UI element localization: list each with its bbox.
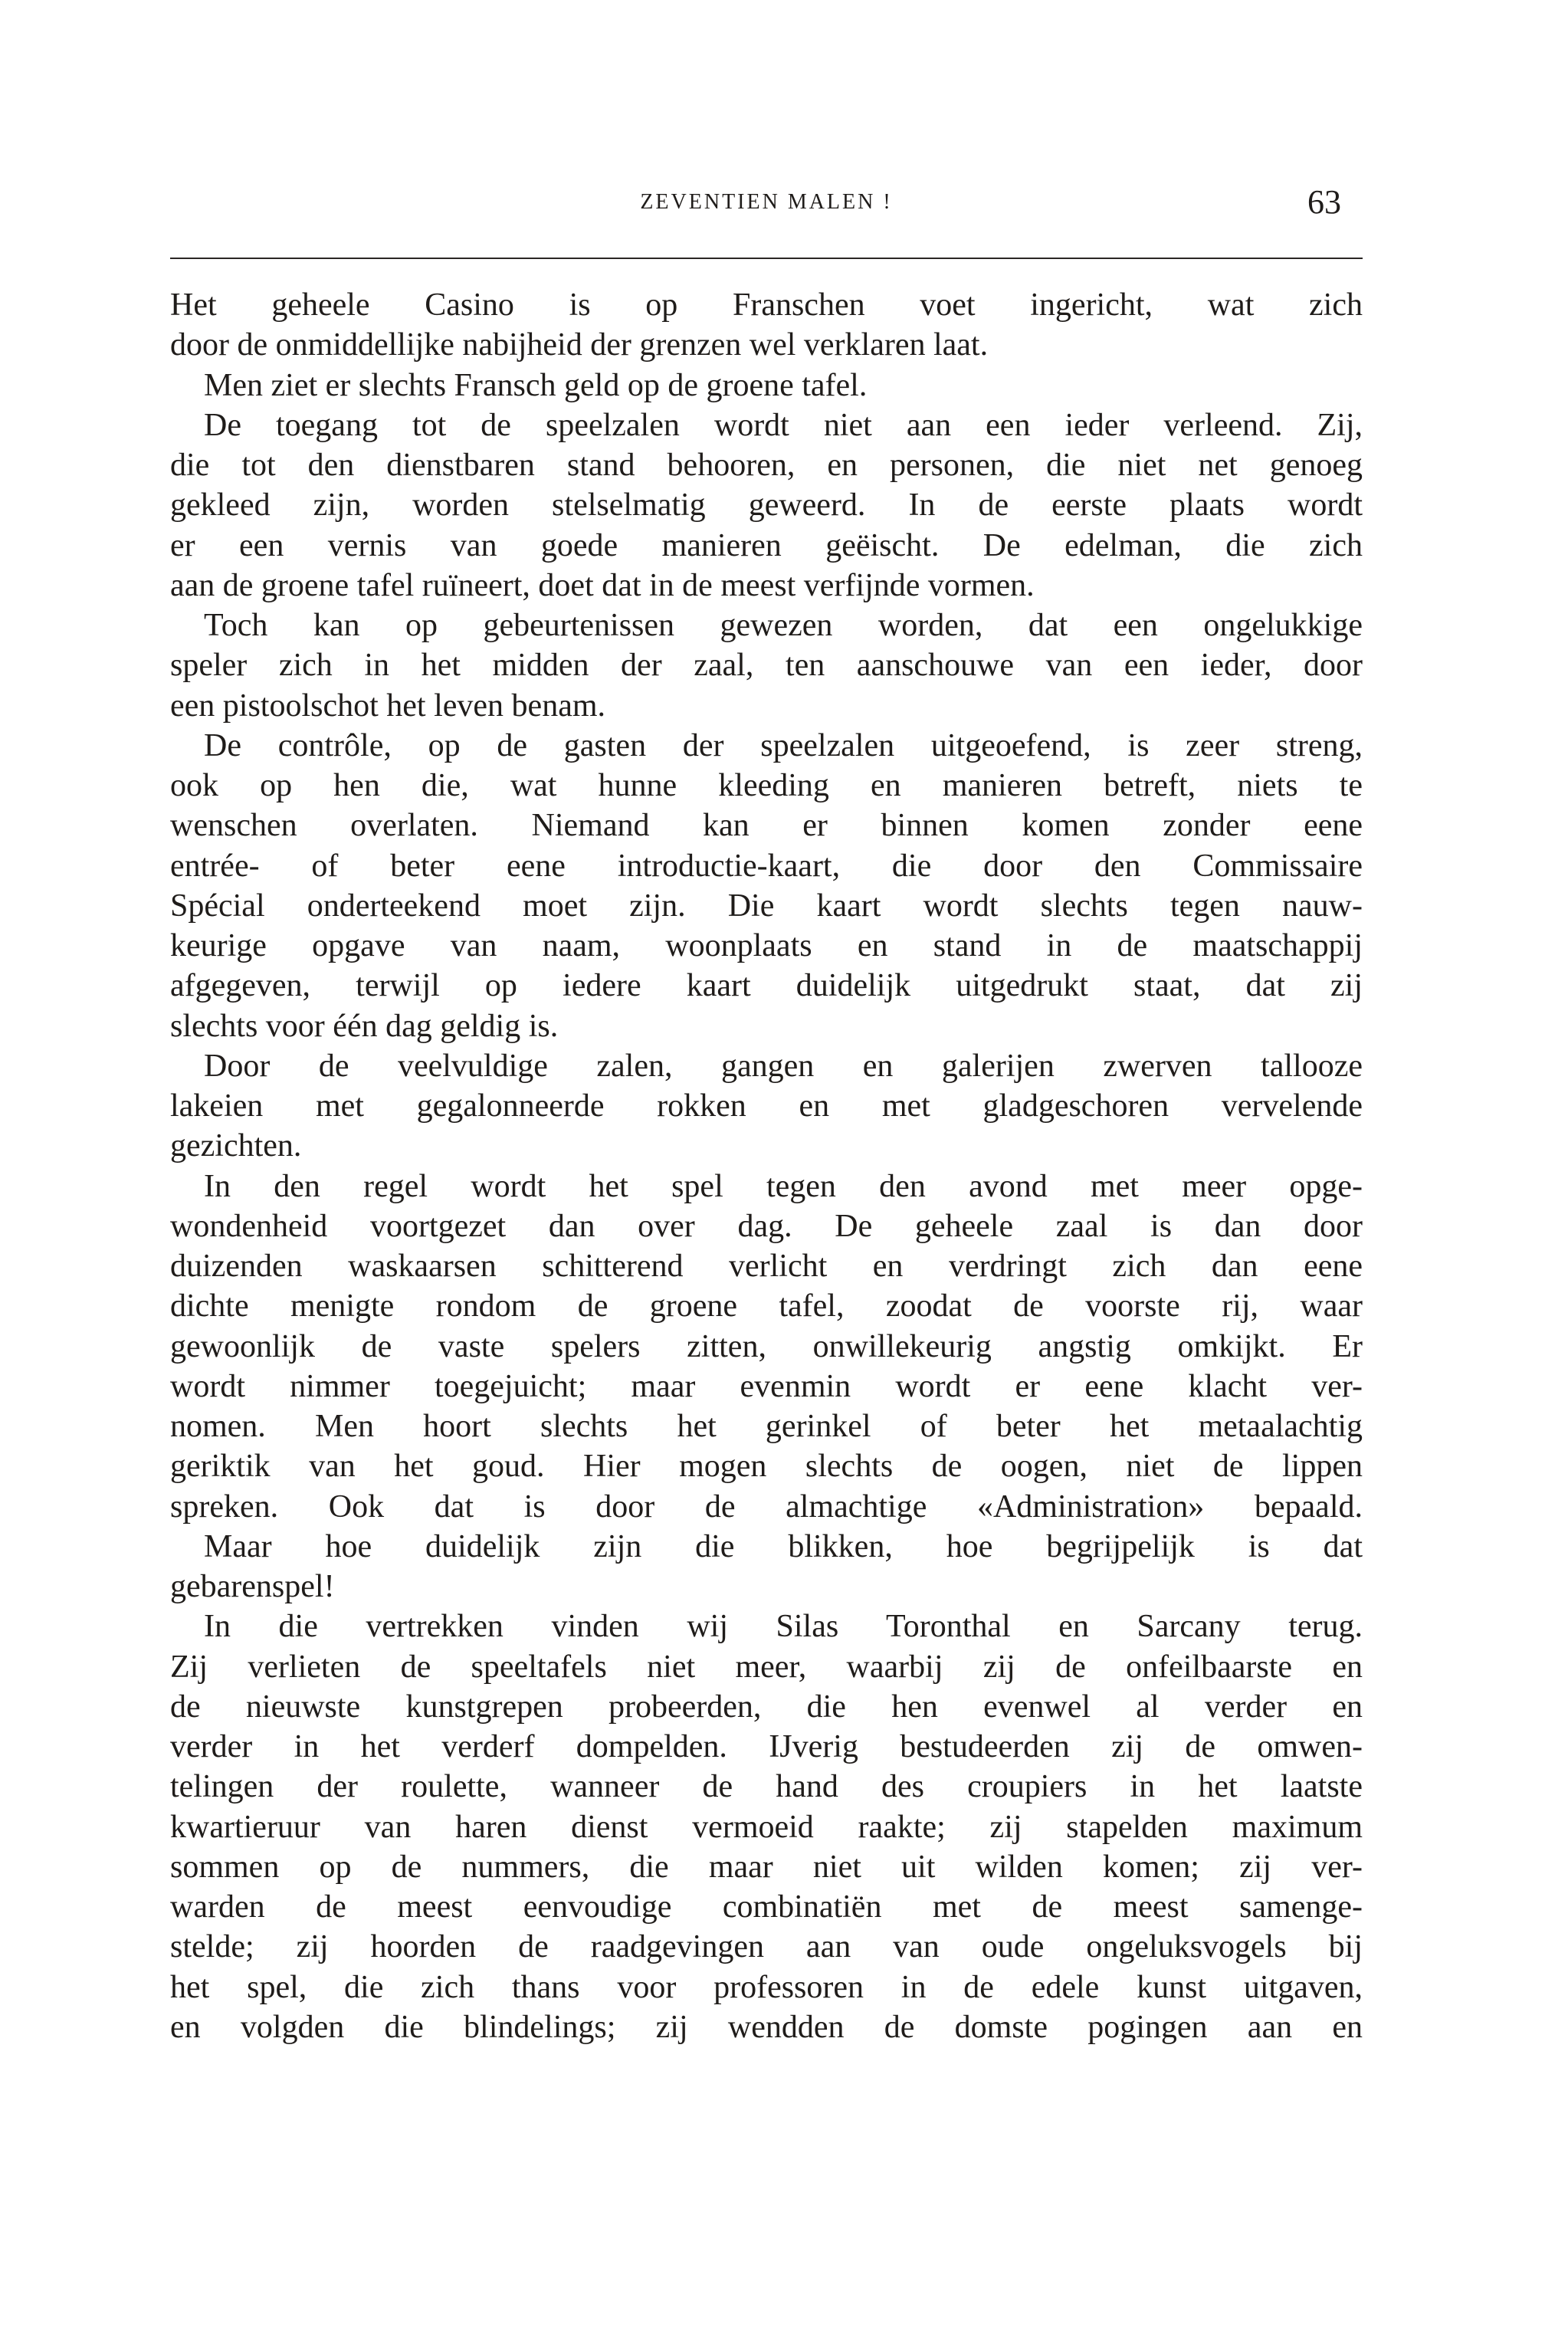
header-rule — [170, 258, 1363, 259]
body-text — [170, 285, 1363, 2047]
text-line: slechts voor één dag geldig is. — [170, 1008, 559, 1044]
text-line: In den regel wordt het spel tegen den avond met meer opge- — [204, 1168, 1363, 1204]
text-line: Het geheele Casino is op Franschen voet ingericht, wat zich — [170, 287, 1363, 323]
text-line: sommen op de nummers, die maar niet uit wilden komen; zij ver- — [170, 1849, 1363, 1885]
text-line: ook op hen die, wat hunne kleeding en manieren betreft, niets te — [170, 768, 1363, 803]
text-line: Men ziet er slechts Fransch geld op de groene tafel. — [204, 367, 868, 403]
text-line: gezichten. — [170, 1128, 302, 1164]
text-line: duizenden waskaarsen schitterend verlicht en verdringt zich dan eene — [170, 1249, 1363, 1284]
text-line: De toegang tot de speelzalen wordt niet aan een ieder verleend. Zij, — [204, 407, 1363, 443]
text-line: warden de meest eenvoudige combinatiën met de meest samenge- — [170, 1889, 1363, 1925]
text-line: Toch kan op gebeurtenissen gewezen worden, dat een ongelukkige — [204, 608, 1363, 643]
text-line: dichte menigte rondom de groene tafel, zoodat de voorste rij, waar — [170, 1288, 1363, 1324]
text-line: In die vertrekken vinden wij Silas Toronthal en Sarcany terug. — [204, 1609, 1363, 1645]
running-head — [170, 181, 1363, 227]
text-line: gebarenspel! — [170, 1569, 335, 1604]
text-line: Zij verlieten de speeltafels niet meer, waarbij zij de onfeilbaarste en — [170, 1649, 1363, 1685]
page-number: 63 — [1307, 183, 1341, 221]
text-line: en volgden die blindelings; zij wendden de domste pogingen aan en — [170, 2009, 1363, 2045]
text-line: geriktik van het goud. Hier mogen slechts de oogen, niet de lippen — [170, 1449, 1363, 1485]
text-line: De contrôle, op de gasten der speelzalen uitgeoefend, is zeer streng, — [204, 727, 1363, 763]
text-line: afgegeven, terwijl op iedere kaart duidelijk uitgedrukt staat, dat zij — [170, 968, 1363, 1004]
text-line: door de onmiddellijke nabijheid der grenzen wel verklaren laat. — [170, 327, 989, 363]
text-line: aan de groene tafel ruïneert, doet dat in de meest verfijnde vormen. — [170, 567, 1035, 603]
text-line: het spel, die zich thans voor professoren in de edele kunst uitgaven, — [170, 1969, 1363, 2005]
text-line: nomen. Men hoort slechts het gerinkel of beter het metaalachtig — [170, 1409, 1363, 1444]
text-line: verder in het verderf dompelden. IJverig bestudeerden zij de omwen- — [170, 1729, 1363, 1764]
text-line: Maar hoe duidelijk zijn die blikken, hoe begrijpelijk is dat — [204, 1528, 1363, 1564]
text-line: keurige opgave van naam, woonplaats en stand in de maatschappij — [170, 928, 1363, 963]
text-line: die tot den dienstbaren stand behooren, en personen, die niet net genoeg — [170, 448, 1363, 483]
text-line: stelde; zij hoorden de raadgevingen aan van oude ongeluksvogels bij — [170, 1929, 1363, 1965]
text-line: lakeien met gegalonneerde rokken en met gladgeschoren vervelende — [170, 1088, 1363, 1124]
text-line: speler zich in het midden der zaal, ten aanschouwe van een ieder, door — [170, 648, 1363, 684]
text-line: een pistoolschot het leven benam. — [170, 688, 606, 724]
text-line: Spécial onderteekend moet zijn. Die kaart wordt slechts tegen nauw- — [170, 888, 1363, 924]
text-line: wenschen overlaten. Niemand kan er binnen komen zonder eene — [170, 808, 1363, 844]
text-line: er een vernis van goede manieren geëischt. De edelman, die zich — [170, 527, 1363, 563]
text-line: de nieuwste kunstgrepen probeerden, die hen evenwel al verder en — [170, 1689, 1363, 1725]
text-line: wondenheid voortgezet dan over dag. De geheele zaal is dan door — [170, 1208, 1363, 1244]
text-line: kwartieruur van haren dienst vermoeid raakte; zij stapelden maximum — [170, 1809, 1363, 1845]
text-line: gewoonlijk de vaste spelers zitten, onwillekeurig angstig omkijkt. Er — [170, 1328, 1363, 1364]
text-line: Door de veelvuldige zalen, gangen en galerijen zwerven tallooze — [204, 1048, 1363, 1084]
text-line: spreken. Ook dat is door de almachtige «Administration» bepaald. — [170, 1488, 1363, 1525]
text-line: telingen der roulette, wanneer de hand des croupiers in het laatste — [170, 1769, 1363, 1805]
text-line: entrée- of beter eene introductie-kaart, die door den Commissaire — [170, 848, 1363, 884]
text-line: gekleed zijn, worden stelselmatig geweerd. In de eerste plaats wordt — [170, 487, 1363, 523]
text-line: wordt nimmer toegejuicht; maar evenmin wordt er eene klacht ver- — [170, 1368, 1363, 1404]
running-title: ZEVENTIEN MALEN ! — [640, 190, 893, 214]
